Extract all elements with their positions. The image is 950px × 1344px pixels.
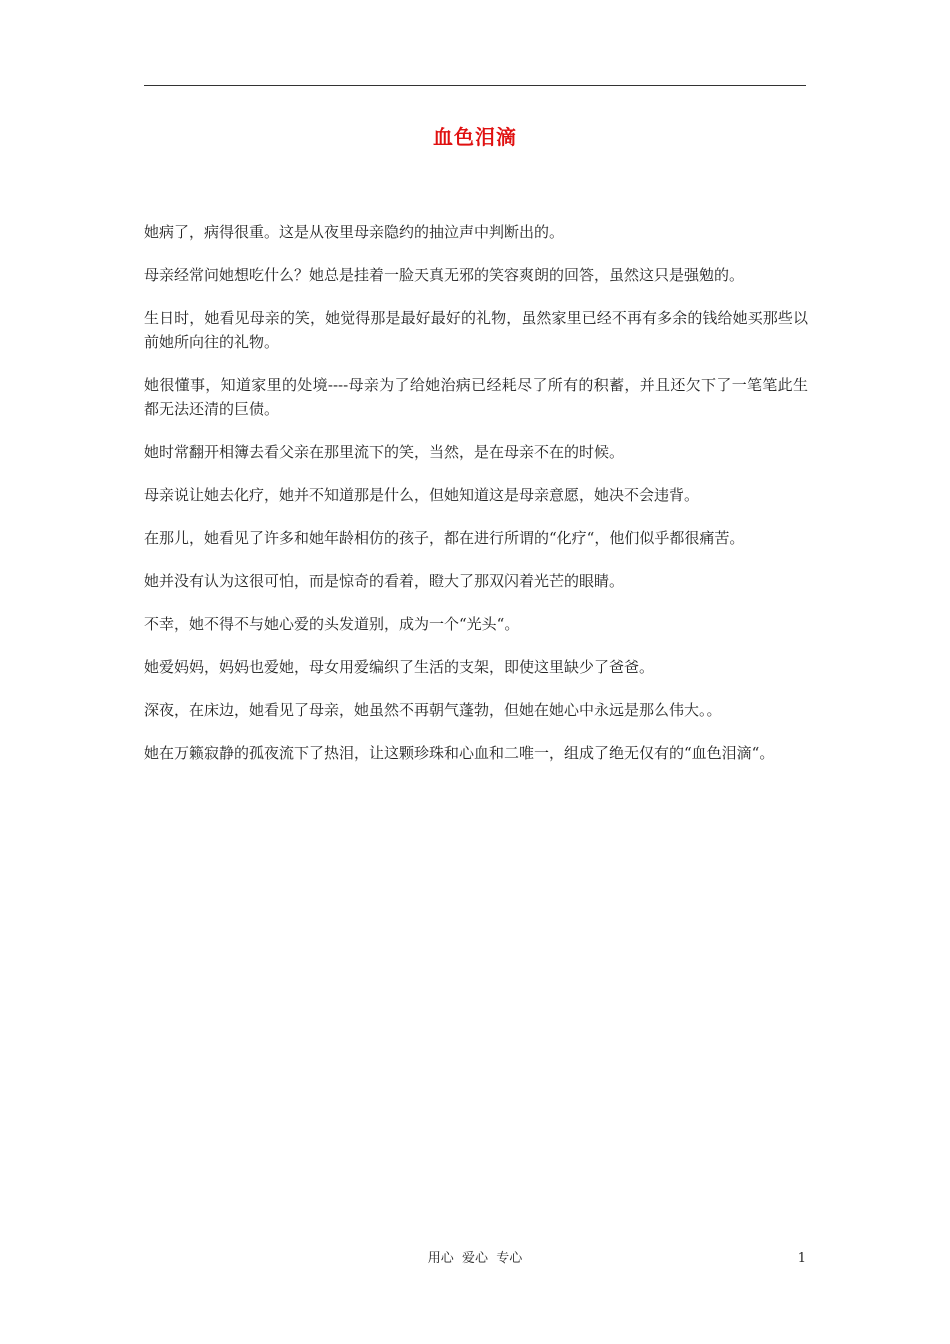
paragraph: 在那儿，她看见了许多和她年龄相仿的孩子，都在进行所谓的“化疗“，他们似乎都很痛苦。: [144, 529, 745, 547]
paragraph: 她并没有认为这很可怕，而是惊奇的看着，瞪大了那双闪着光芒的眼睛。: [144, 572, 625, 590]
paragraph: 她在万籁寂静的孤夜流下了热泪，让这颗珍珠和心血和二唯一，组成了绝无仅有的“血色泪滴“。: [144, 744, 775, 762]
paragraph: 母亲经常问她想吃什么？她总是挂着一脸天真无邪的笑容爽朗的回答，虽然这只是强勉的。: [144, 266, 745, 284]
footer-slogan: 用心 爱心 专心: [427, 1251, 523, 1266]
header-rule: [144, 85, 806, 86]
paragraph: 她爱妈妈，妈妈也爱她，母女用爱编织了生活的支架，即使这里缺少了爸爸。: [144, 658, 655, 676]
paragraph: 不幸，她不得不与她心爱的头发道别，成为一个“光头“。: [144, 615, 520, 633]
paragraph: 母亲说让她去化疗，她并不知道那是什么，但她知道这是母亲意愿，她决不会违背。: [144, 486, 700, 504]
page-number: 1: [797, 1251, 806, 1266]
paragraph: 她时常翻开相簿去看父亲在那里流下的笑，当然，是在母亲不在的时候。: [144, 443, 625, 461]
paragraph: 她病了，病得很重。这是从夜里母亲隐约的抽泣声中判断出的。: [144, 223, 565, 241]
paragraph: 深夜，在床边，她看见了母亲，她虽然不再朝气蓬勃，但她在她心中永远是那么伟大。。: [144, 701, 722, 719]
paragraph: 生日时，她看见母亲的笑，她觉得那是最好最好的礼物，虽然家里已经不再有多余的钱给她买那些以前她所向往的礼物。: [144, 309, 808, 351]
document-body: [144, 220, 808, 784]
paragraph: 她很懂事，知道家里的处境----母亲为了给她治病已经耗尽了所有的积蓄，并且还欠下了一笔笔此生都无法还清的巨债。: [144, 376, 808, 418]
document-title: 血色泪滴: [433, 125, 517, 149]
page-footer: [144, 1249, 806, 1269]
